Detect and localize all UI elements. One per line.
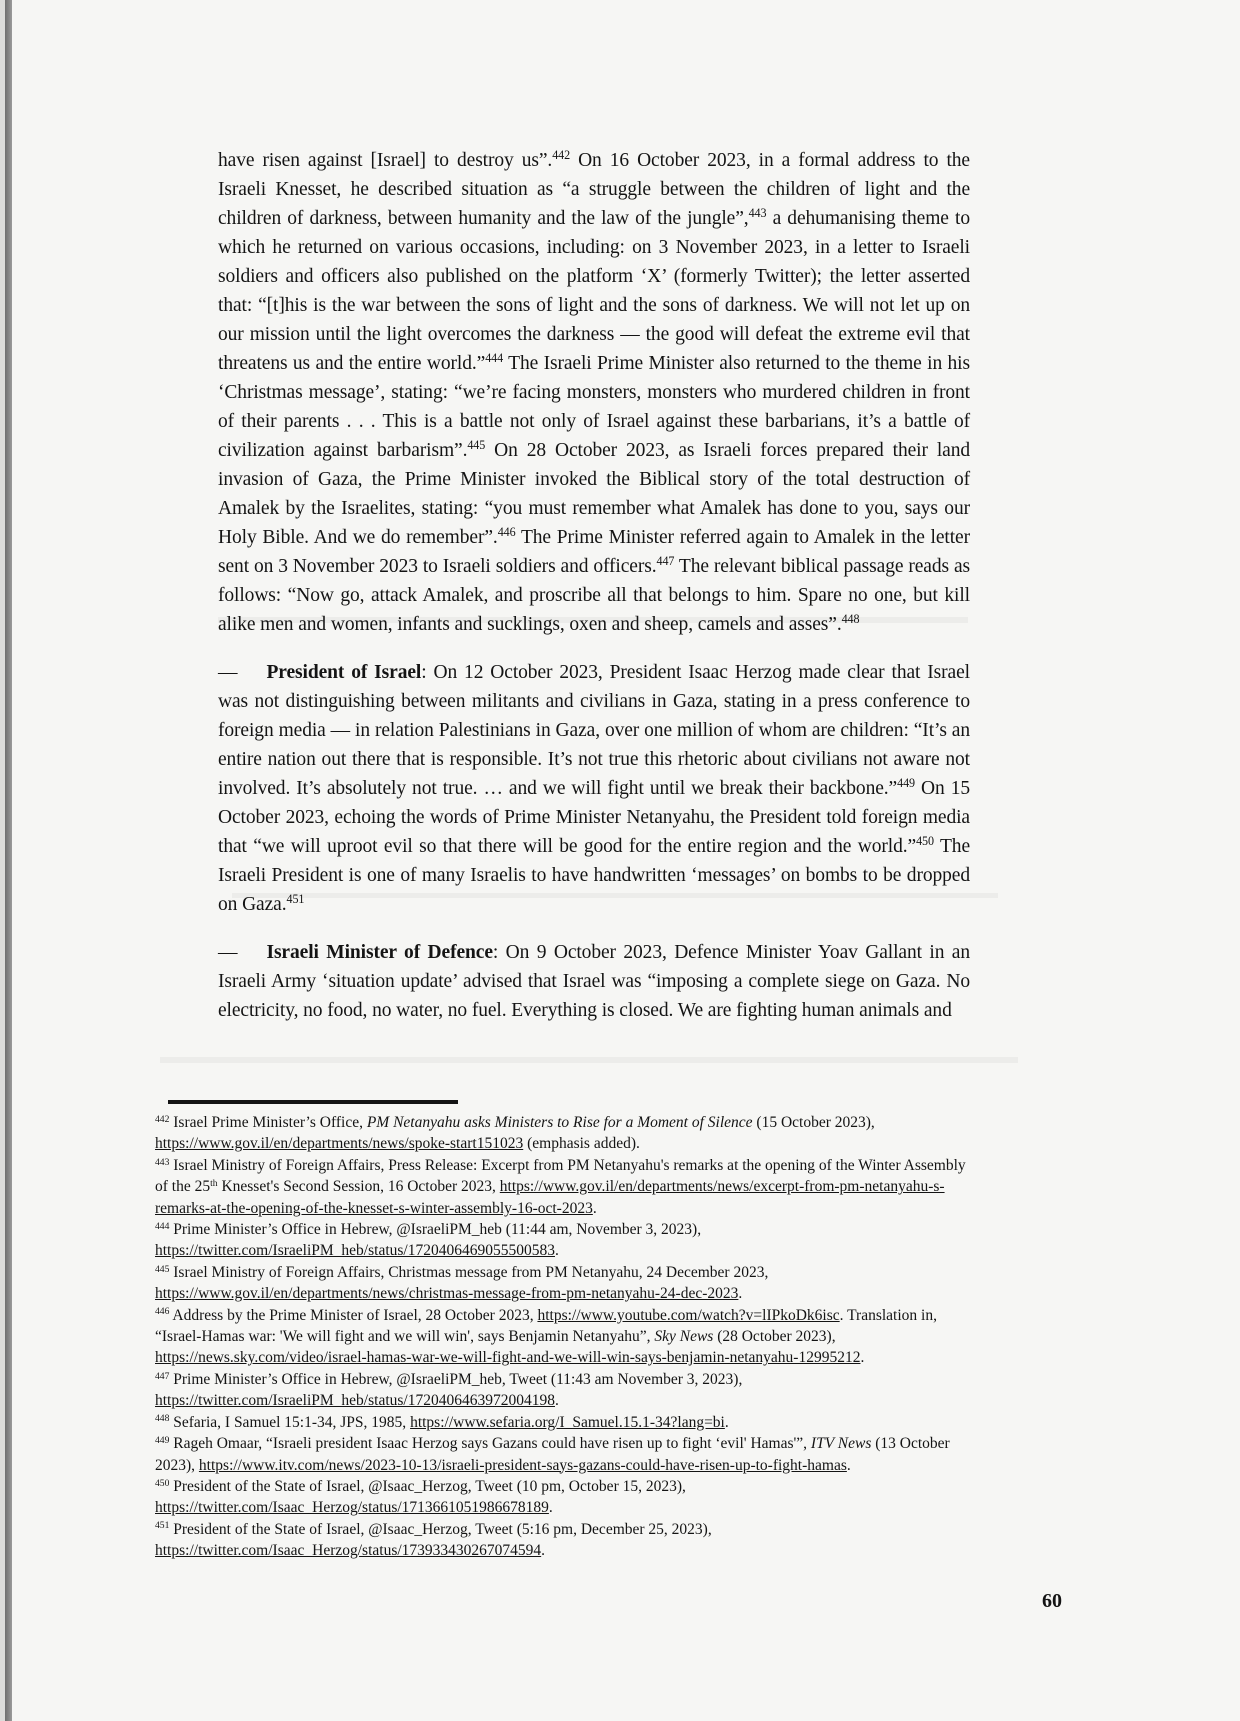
footnote-reference: 442 [552, 148, 571, 163]
footnote-reference: 449 [897, 776, 915, 791]
footnote-reference: 451 [155, 1520, 170, 1532]
footnote-reference: 447 [656, 554, 675, 569]
footnote-reference: 450 [155, 1477, 170, 1489]
text-run: . [541, 1542, 546, 1560]
scan-edge-line [5, 0, 12, 1721]
url-link[interactable]: https://www.gov.il/en/departments/news/spoke-start151023 [155, 1135, 524, 1153]
footnote-451 [155, 1519, 967, 1562]
text-run: President of the State of Israel, @Isaac_Herzog, Tweet (10 pm, October 15, 2023), [169, 1477, 686, 1495]
text-run: : On 9 October 2023, Defence Minister Yoav Gallant in an Israeli Army ‘situation update’ advised that Israel was “imposing a complete siege on Gaza. No electricity, no food, no water, no fuel. Everything is closed. We are fighting human animals and [218, 942, 970, 1021]
text-run: Israel Prime Minister’s Office, [169, 1114, 367, 1131]
text-run: Sefaria, I Samuel 15:1-34, JPS, 1985, [169, 1413, 411, 1431]
text-run: Prime Minister’s Office in Hebrew, @IsraeliPM_heb (11:44 am, November 3, 2023), [169, 1221, 702, 1239]
text-run: . [724, 1413, 729, 1431]
text-run: President of Israel [266, 662, 422, 683]
text-run: President of the State of Israel, @Isaac_Herzog, Tweet (5:16 pm, December 25, 2023), [169, 1520, 712, 1538]
footnote-442 [155, 1112, 967, 1155]
url-link[interactable]: https://www.youtube.com/watch?v=lIPkoDk6isc [537, 1306, 840, 1324]
url-link[interactable]: https://www.gov.il/en/departments/news/excerpt-from-pm-netanyahu-s-remarks-at-the-opening-of-the-knesset-s-winter-assembly-16-oct-2023 [155, 1178, 945, 1217]
text-run: . [860, 1349, 865, 1367]
text-run: The Israeli Prime Minister also returned to the theme in his ‘Christmas message’, stating: “we’re facing monsters, monsters who murdered children in front of their parents . . . This is a battle not only of Israel against these barbarians, it’s a battle of civilization against barbarism”. [218, 353, 970, 461]
scan-artifact [160, 1057, 1018, 1063]
url-link[interactable]: https://twitter.com/Isaac_Herzog/status/173933430267074594 [155, 1542, 542, 1560]
footnote-reference: 446 [497, 525, 516, 540]
footnote-reference: 448 [155, 1413, 170, 1425]
text-run: The Israeli President is one of many Israelis to have handwritten ‘messages’ on bombs to be dropped on Gaza. [218, 836, 970, 915]
text-run: (28 October 2023), [713, 1328, 836, 1346]
text-run: Israel Ministry of Foreign Affairs, Press Release: Excerpt from PM Netanyahu's remarks at the opening of the Winter Assembly of the 25 [155, 1156, 966, 1196]
text-run: On 16 October 2023, in a formal address to the Israeli Knesset, he described situation as “a struggle between the children of light and the children of darkness, between humanity and the law of the jungle”, [218, 150, 970, 229]
url-link[interactable]: https://twitter.com/Isaac_Herzog/status/1713661051986678189 [155, 1499, 549, 1517]
footnote-448 [155, 1412, 967, 1433]
footnote-449 [155, 1433, 967, 1476]
footnote-447 [155, 1369, 967, 1412]
text-run: Address by the Prime Minister of Israel, 28 October 2023, [169, 1306, 538, 1324]
footnote-reference: 451 [286, 892, 305, 907]
text-run: . Translation in, “Israel-Hamas war: 'We will fight and we will win', says Benjamin Netanyahu”, [155, 1306, 937, 1346]
text-run: Israel Ministry of Foreign Affairs, Christmas message from PM Netanyahu, 24 December 2023, [169, 1263, 769, 1281]
url-link[interactable]: https://www.itv.com/news/2023-10-13/israeli-president-says-gazans-could-have-risen-up-to-fight-hamas [198, 1456, 847, 1474]
footnote-reference: 443 [748, 206, 767, 221]
url-link[interactable]: https://www.gov.il/en/departments/news/christmas-message-from-pm-netanyahu-24-dec-2023 [155, 1285, 739, 1303]
text-run: — [218, 662, 267, 683]
footnote-reference: 450 [916, 834, 934, 849]
text-run: PM Netanyahu asks Ministers to Rise for a Moment of Silence [366, 1114, 753, 1131]
text-run: . [554, 1242, 559, 1260]
text-run: The Prime Minister referred again to Amalek in the letter sent on 3 November 2023 to Israeli soldiers and officers. [218, 527, 971, 577]
footnote-444 [155, 1219, 967, 1262]
footnote-reference: th [210, 1177, 218, 1189]
footnote-separator-rule [168, 1100, 458, 1104]
text-run: Knesset's Second Session, 16 October 2023, [217, 1178, 500, 1196]
page-number: 60 [1042, 1590, 1062, 1612]
footnote-reference: 448 [841, 612, 860, 627]
text-run: . [548, 1499, 553, 1517]
page-body-text [218, 146, 970, 1044]
footnote-reference: 445 [467, 438, 486, 453]
footnote-reference: 442 [155, 1113, 170, 1125]
footnote-445 [155, 1262, 967, 1305]
body-paragraph-netanyahu-statements [218, 146, 970, 639]
text-run: . [738, 1285, 743, 1303]
text-run: The relevant biblical passage reads as follows: “Now go, attack Amalek, and proscribe all that belongs to him. Spare no one, but kill alike men and women, infants and sucklings, oxen and sheep, camels and asses”. [218, 556, 970, 635]
footnote-443 [155, 1155, 967, 1219]
text-run: have risen against [Israel] to destroy us”. [218, 150, 553, 171]
text-run: (emphasis added). [523, 1135, 640, 1153]
url-link[interactable]: https://www.sefaria.org/I_Samuel.15.1-34?lang=bi [410, 1413, 725, 1431]
footnotes-section [155, 1112, 967, 1562]
footnote-reference: 447 [155, 1370, 170, 1382]
text-run: (15 October 2023), [752, 1114, 875, 1131]
text-run: On 28 October 2023, as Israeli forces prepared their land invasion of Gaza, the Prime Minister invoked the Biblical story of the total destruction of Amalek by the Israelites, stating: “you must remember what Amalek has done to you, says our Holy Bible. And we do remember”. [218, 440, 970, 548]
text-run: Rageh Omaar, “Israeli president Isaac Herzog says Gazans could have risen up to fight ‘evil' Hamas'”, [169, 1435, 811, 1453]
text-run: Sky News [654, 1328, 714, 1346]
text-run: a dehumanising theme to which he returned on various occasions, including: on 3 November 2023, in a letter to Israeli soldiers and officers also published on the platform ‘X’ (formerly Twitter); the letter asserted that: “[t]his is the war between the sons of light and the sons of darkness. We will not let up on our mission until the light overcomes the darkness — the good will defeat the extreme evil that threatens us and the entire world.” [218, 208, 970, 374]
footnote-reference: 446 [155, 1306, 170, 1318]
text-run: Israeli Minister of Defence [266, 942, 493, 963]
footnote-reference: 444 [485, 351, 504, 366]
text-run: Prime Minister’s Office in Hebrew, @IsraeliPM_heb, Tweet (11:43 am November 3, 2023), [169, 1370, 743, 1388]
footnote-reference: 443 [155, 1156, 170, 1168]
text-run: . [554, 1392, 559, 1410]
footnote-446 [155, 1305, 967, 1369]
footnote-reference: 445 [155, 1263, 170, 1275]
text-run: : On 12 October 2023, President Isaac Herzog made clear that Israel was not distinguishing between militants and civilians in Gaza, stating in a press conference to foreign media — in relation Palestinians in Gaza, over one million of whom are children: “It’s an entire nation out there that is responsible. It’s not true this rhetoric about civilians not aware not involved. It’s absolutely not true. … and we will fight until we break their backbone.” [218, 662, 970, 799]
text-run: — [218, 942, 267, 963]
text-run: ITV News [810, 1435, 872, 1453]
bullet-israeli-minister-of-defence [218, 938, 970, 1025]
text-run: . [846, 1456, 851, 1474]
text-run: . [592, 1199, 597, 1217]
bullet-president-of-israel [218, 658, 970, 919]
text-run: (13 October 2023), [155, 1435, 950, 1474]
footnote-reference: 444 [155, 1220, 170, 1232]
footnote-450 [155, 1476, 967, 1519]
url-link[interactable]: https://twitter.com/IsraeliPM_heb/status/1720406463972004198 [155, 1392, 555, 1410]
url-link[interactable]: https://twitter.com/IsraeliPM_heb/status/1720406469055500583 [155, 1242, 555, 1260]
footnote-reference: 449 [155, 1434, 170, 1446]
text-run: On 15 October 2023, echoing the words of Prime Minister Netanyahu, the President told foreign media that “we will uproot evil so that there will be good for the entire region and the world.” [218, 778, 970, 857]
url-link[interactable]: https://news.sky.com/video/israel-hamas-war-we-will-fight-and-we-will-win-says-benjamin-netanyahu-12995212 [155, 1349, 861, 1367]
